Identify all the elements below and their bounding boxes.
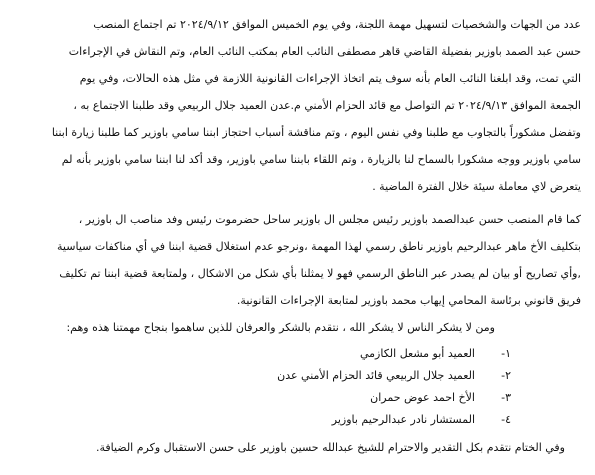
list-item-number: ٤-	[501, 413, 511, 426]
list-item-text: العميد أبو مشعل الكازمي	[359, 347, 475, 360]
paragraph-2-line-1: كما قام المنصب حسن عبدالصمد باوزير رئيس مجلس ال باوزير ساحل حضرموت رئيس وفد مناصب ال باوزير ،	[78, 213, 581, 226]
list-item	[332, 412, 511, 428]
list-item-number: ١-	[501, 347, 511, 360]
thanks-intro: ومن لا يشكر الناس لا يشكر الله ، نتقدم بالشكر والعرفان للذين ساهموا بنجاح مهمتنا هذه وهم:	[66, 321, 495, 334]
closing-line: وفي الختام نتقدم بكل التقدير والاحترام للشيخ عبدالله حسين باوزير على حسن الاستقبال وكرم الضيافة.	[95, 441, 565, 454]
list-item-text: العميد جلال الربيعي قائد الحزام الأمني عدن	[277, 369, 475, 382]
list-item	[370, 390, 511, 406]
paragraph-1-line-4: الجمعة الموافق ٢٠٢٤/٩/١٣ تم التواصل مع قائد الحزام الأمني م.عدن العميد جلال الربيعي وقد طلبنا الاجتماع به ،	[73, 99, 581, 112]
paragraph-1-line-2: حسن عبد الصمد باوزير بفضيلة القاضي قاهر مصطفى النائب العام بمكتب النائب العام، وتم النقاش في الإجراءات	[68, 45, 581, 58]
list-item-text: الأخ احمد عوض حمران	[370, 391, 475, 404]
paragraph-1-line-7: يتعرض لاي معاملة سيئة خلال الفترة الماضية .	[372, 180, 581, 193]
list-item	[360, 346, 511, 362]
paragraph-1-line-3: التي تمت، وقد ابلغنا النائب العام بأنه سوف يتم اتخاذ الإجراءات القانونية اللازمة في مثل هذه الحالات، وفي يوم	[79, 72, 581, 85]
paragraph-2-line-4: فريق قانوني برئاسة المحامي إيهاب محمد باوزير لمتابعة الإجراءات القانونية.	[236, 294, 581, 307]
list-item-number: ٢-	[501, 369, 511, 382]
list-item-number: ٣-	[501, 391, 511, 404]
paragraph-2-line-2: بتكليف الأخ ماهر عبدالرحيم باوزير ناطق رسمي لهذا المهمة ،ونرجو عدم استغلال قضية ابننا في أي مناكفات سياسية	[57, 240, 581, 253]
list-item-text: المستشار نادر عبدالرحيم باوزير	[331, 413, 475, 426]
paragraph-1-line-5: وتفضل مشكوراً بالتجاوب مع طلبنا وفي نفس اليوم ، وتم مناقشة أسباب احتجاز ابننا سامي باوزير كما طلبنا زيارة ابننا	[51, 126, 581, 139]
paragraph-1-line-6: سامي باوزير ووجه مشكورا بالسماح لنا بالزيارة ، وتم اللقاء بابننا سامي باوزير، وقد أكد لنا ابننا سامي باوزير بأنه لم	[61, 153, 581, 166]
paragraph-2-line-3: ,وأي تصاريح أو بيان لم يصدر عبر الناطق الرسمي فهو لا يمثلنا بأي شكل من الاشكال ، ولمتابعة قضية ابننا تم تكليف	[59, 267, 581, 280]
list-item	[277, 368, 511, 384]
paragraph-1-line-1: عدد من الجهات والشخصيات لتسهيل مهمة اللجنة، وفي يوم الخميس الموافق ٢٠٢٤/٩/١٢ تم اجتماع المنصب	[93, 18, 581, 31]
